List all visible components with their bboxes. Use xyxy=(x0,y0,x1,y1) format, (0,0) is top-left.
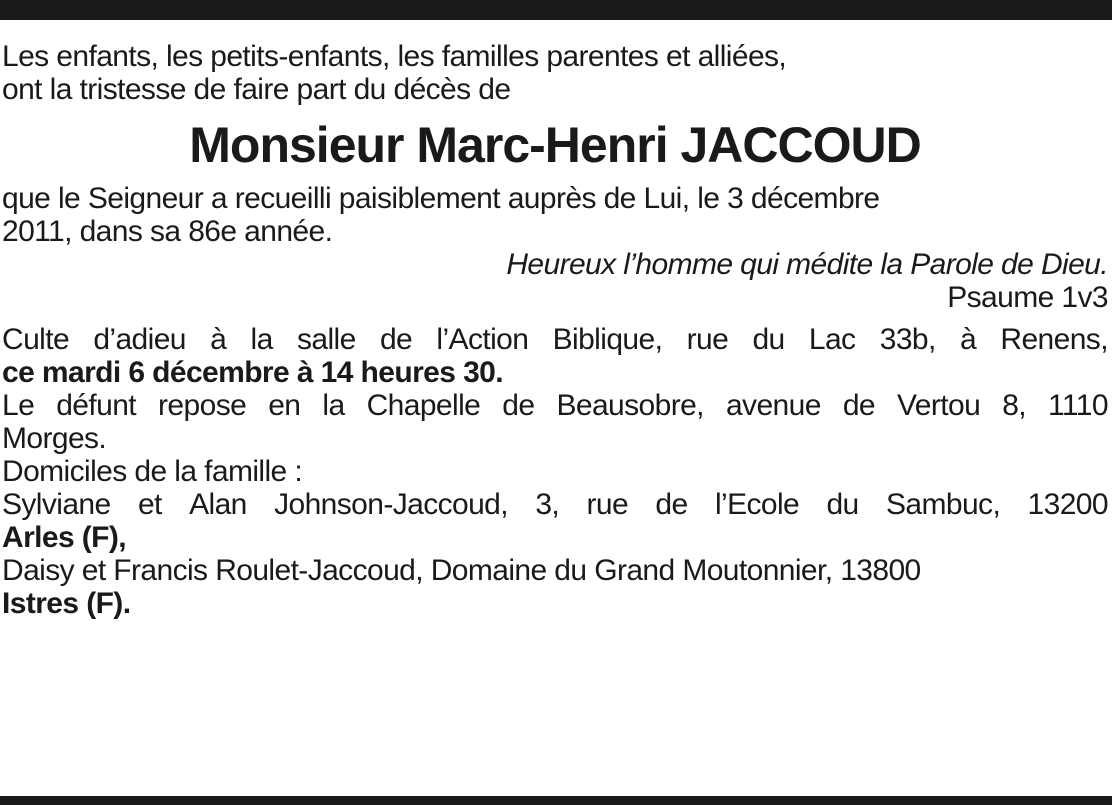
word: repose xyxy=(158,389,247,422)
word: Chapelle xyxy=(366,389,481,422)
word: Sambuc, xyxy=(885,488,1001,521)
word: Alan xyxy=(189,488,247,521)
word: 33b, xyxy=(879,323,936,356)
word: Lac xyxy=(808,323,856,356)
word: de xyxy=(842,389,875,422)
intro-line-1: Les enfants, les petits-enfants, les familles parentes et alliées, xyxy=(2,40,787,73)
domicile-1-line-1 xyxy=(2,488,1108,521)
passing-line-1: que le Seigneur a recueilli paisiblement auprès de Lui, le 3 décembre xyxy=(2,182,880,215)
word: Le xyxy=(2,389,35,422)
word: avenue xyxy=(725,389,821,422)
word: 1110 xyxy=(1048,389,1108,422)
domicile-2-line-1: Daisy et Francis Roulet-Jaccoud, Domaine du Grand Moutonnier, 13800 xyxy=(2,554,921,587)
rest-line-1 xyxy=(2,389,1108,422)
word: de xyxy=(379,323,413,356)
domicile-2-city: Istres (F). xyxy=(2,587,131,620)
domiciles-heading: Domiciles de la famille : xyxy=(2,455,303,488)
word: l’Action xyxy=(436,323,529,356)
top-border-rule xyxy=(0,0,1112,20)
word: à xyxy=(210,323,227,356)
word: du xyxy=(752,323,785,356)
word: rue xyxy=(686,323,729,356)
verse-reference: Psaume 1v3 xyxy=(947,281,1108,314)
word: Sylviane xyxy=(2,488,111,521)
section-gap xyxy=(2,314,1108,323)
word: la xyxy=(250,323,273,356)
word: 8, xyxy=(1002,389,1027,422)
intro-line-2: ont la tristesse de faire part du décès de xyxy=(2,73,511,106)
obituary-notice xyxy=(2,40,1108,620)
word: 3, xyxy=(535,488,560,521)
word: du xyxy=(826,488,859,521)
word: et xyxy=(137,488,162,521)
word: Johnson-Jaccoud, xyxy=(274,488,508,521)
ceremony-date-time: ce mardi 6 décembre à 14 heures 30. xyxy=(2,356,503,389)
word: Culte xyxy=(2,323,70,356)
word: défunt xyxy=(56,389,137,422)
word: à xyxy=(960,323,977,356)
passing-line-2: 2011, dans sa 86e année. xyxy=(2,215,333,248)
rest-line-2: Morges. xyxy=(2,422,107,455)
word: rue xyxy=(586,488,629,521)
ceremony-line-1 xyxy=(2,323,1108,356)
word: la xyxy=(322,389,345,422)
word: salle xyxy=(296,323,356,356)
bottom-border-rule xyxy=(0,796,1112,805)
word: d’adieu xyxy=(93,323,186,356)
word: 13200 xyxy=(1027,488,1108,521)
word: Renens, xyxy=(1000,323,1108,356)
word: Beausobre, xyxy=(556,389,704,422)
word: Vertou xyxy=(897,389,981,422)
word: en xyxy=(268,389,301,422)
word: Biblique, xyxy=(552,323,663,356)
verse-quote: Heureux l’homme qui médite la Parole de Dieu. xyxy=(506,248,1108,281)
word: de xyxy=(502,389,535,422)
word: l’Ecole xyxy=(714,488,800,521)
deceased-name: Monsieur Marc-Henri JACCOUD xyxy=(189,117,921,173)
word: de xyxy=(655,488,688,521)
domicile-1-city: Arles (F), xyxy=(2,521,127,554)
